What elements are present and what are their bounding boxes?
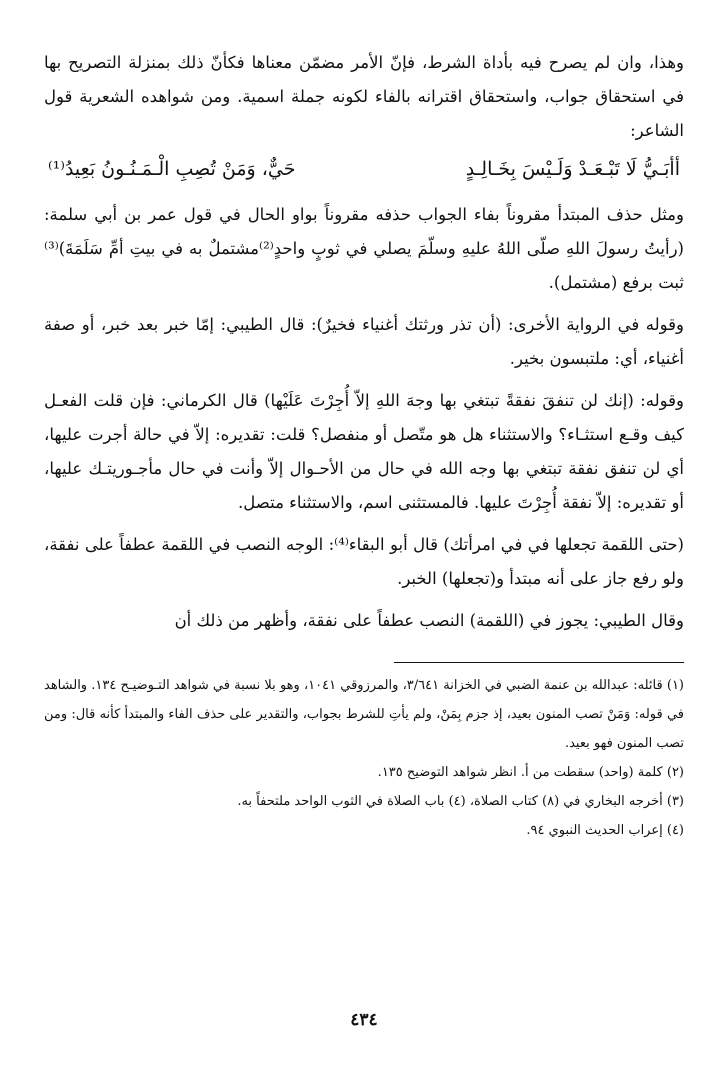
verse-first-hemistich: أأبَـيُّ لَا تَبْـعَـدْ وَلَـيْسَ بِخَـالِـدٍ (465, 158, 680, 180)
verse-second-hemistich: حَيٌّ، وَمَنْ تُصِبِ الْـمَـنُـونُ بَعِيدُ⁽¹⁾ (48, 158, 296, 180)
paragraph-kirmani: وقوله: (إنك لن تنفقَ نفقةً تبتغي بها وجهَ اللهِ إلاّ أُجِرْتَ عَلَيْها) قال الكرماني: فإن قلت الفعـل كيف وقـع استثـاء؟ والاستثناء هل هو متّصل أو منفصل؟ قلت: تقديره: إلاّ في حالة أجرت عليها، أي لن تنفق نفقة تبتغي بها وجه الله في حال من الأحـوال إلاّ وأنت في حال مأجـوريتـك عليها، أو تقديره: إلاّ نفقة أُجِرْتَ عليها. فالمستثنى اسم، والاستثناء متصل. (44, 391, 684, 512)
footnote-divider (394, 662, 684, 663)
footnote-2: (٢) كلمة (واحد) سقطت من أ. انظر شواهد التوضيح ١٣٥. (377, 765, 684, 780)
paragraph-conditional-intro: وهذا، وان لم يصرح فيه بأداة الشرط، فإنّ الأمر مضمّن معناها فكأنّ ذلك بمنزلة التصريح بها في استحقاق جواب، واستحقاق اقترانه بالفاء لكونه جملة اسمية. ومن شواهده الشعرية قول الشاعر: (44, 53, 684, 140)
page-number: ٤٣٤ (350, 1010, 378, 1030)
footnote-3: (٣) أخرجه البخاري في (٨) كتاب الصلاة، (٤) باب الصلاة في الثوب الواحد ملتحفاً به. (237, 794, 684, 809)
footnote-1: (١) قائله: عبدالله بن عنمة الضبي في الخزانة ٣/٦٤١، والمرزوقي ١٠٤١، وهو بلا نسبة في شواهد التـوضيـح ١٣٤. والشاهد في قوله: وَمَنْ تصب المنون بعيد، إذ جزم بِمَنْ، ولم يأتِ للشرط بجواب، والتقدير على حذف الفاء والمبتدأ كأنه قال: ومن تصب المنون فهو بعيد. (44, 678, 684, 751)
paragraph-mubtada-deletion: ومثل حذف المبتدأ مقروناً بفاء الجواب حذفه مقروناً بواو الحال في قول عمر بن أبي سلمة: (رأيتُ رسولَ اللهِ صلّى اللهُ عليهِ وسلّمَ يصلي في ثوبٍ واحدٍ⁽²⁾مشتملٌ به في بيتِ أمِّ سَلَمَةَ)⁽³⁾ ثبت برفع (مشتمل). (44, 205, 684, 292)
paragraph-abu-albaqa: (حتى اللقمة تجعلها في في امرأتك) قال أبو البقاء⁽⁴⁾: الوجه النصب في اللقمة عطفاً على نفقة، ولو رفع جاز على أنه مبتدأ و(تجعلها) الخبر. (44, 535, 684, 588)
poetry-verse (44, 148, 684, 198)
footnote-4: (٤) إعراب الحديث النبوي ٩٤. (526, 823, 684, 838)
paragraph-other-narration: وقوله في الرواية الأخرى: (أن تذر ورثتك أغنياء فخيرٌ): قال الطيبي: إمّا خبر بعد خبر، أو صفة أغنياء، أي: ملتبسون بخير. (44, 315, 684, 368)
page-body (44, 46, 684, 1056)
paragraph-tibi: وقال الطيبي: يجوز في (اللقمة) النصب عطفاً على نفقة، وأظهر من ذلك أن (174, 611, 684, 630)
